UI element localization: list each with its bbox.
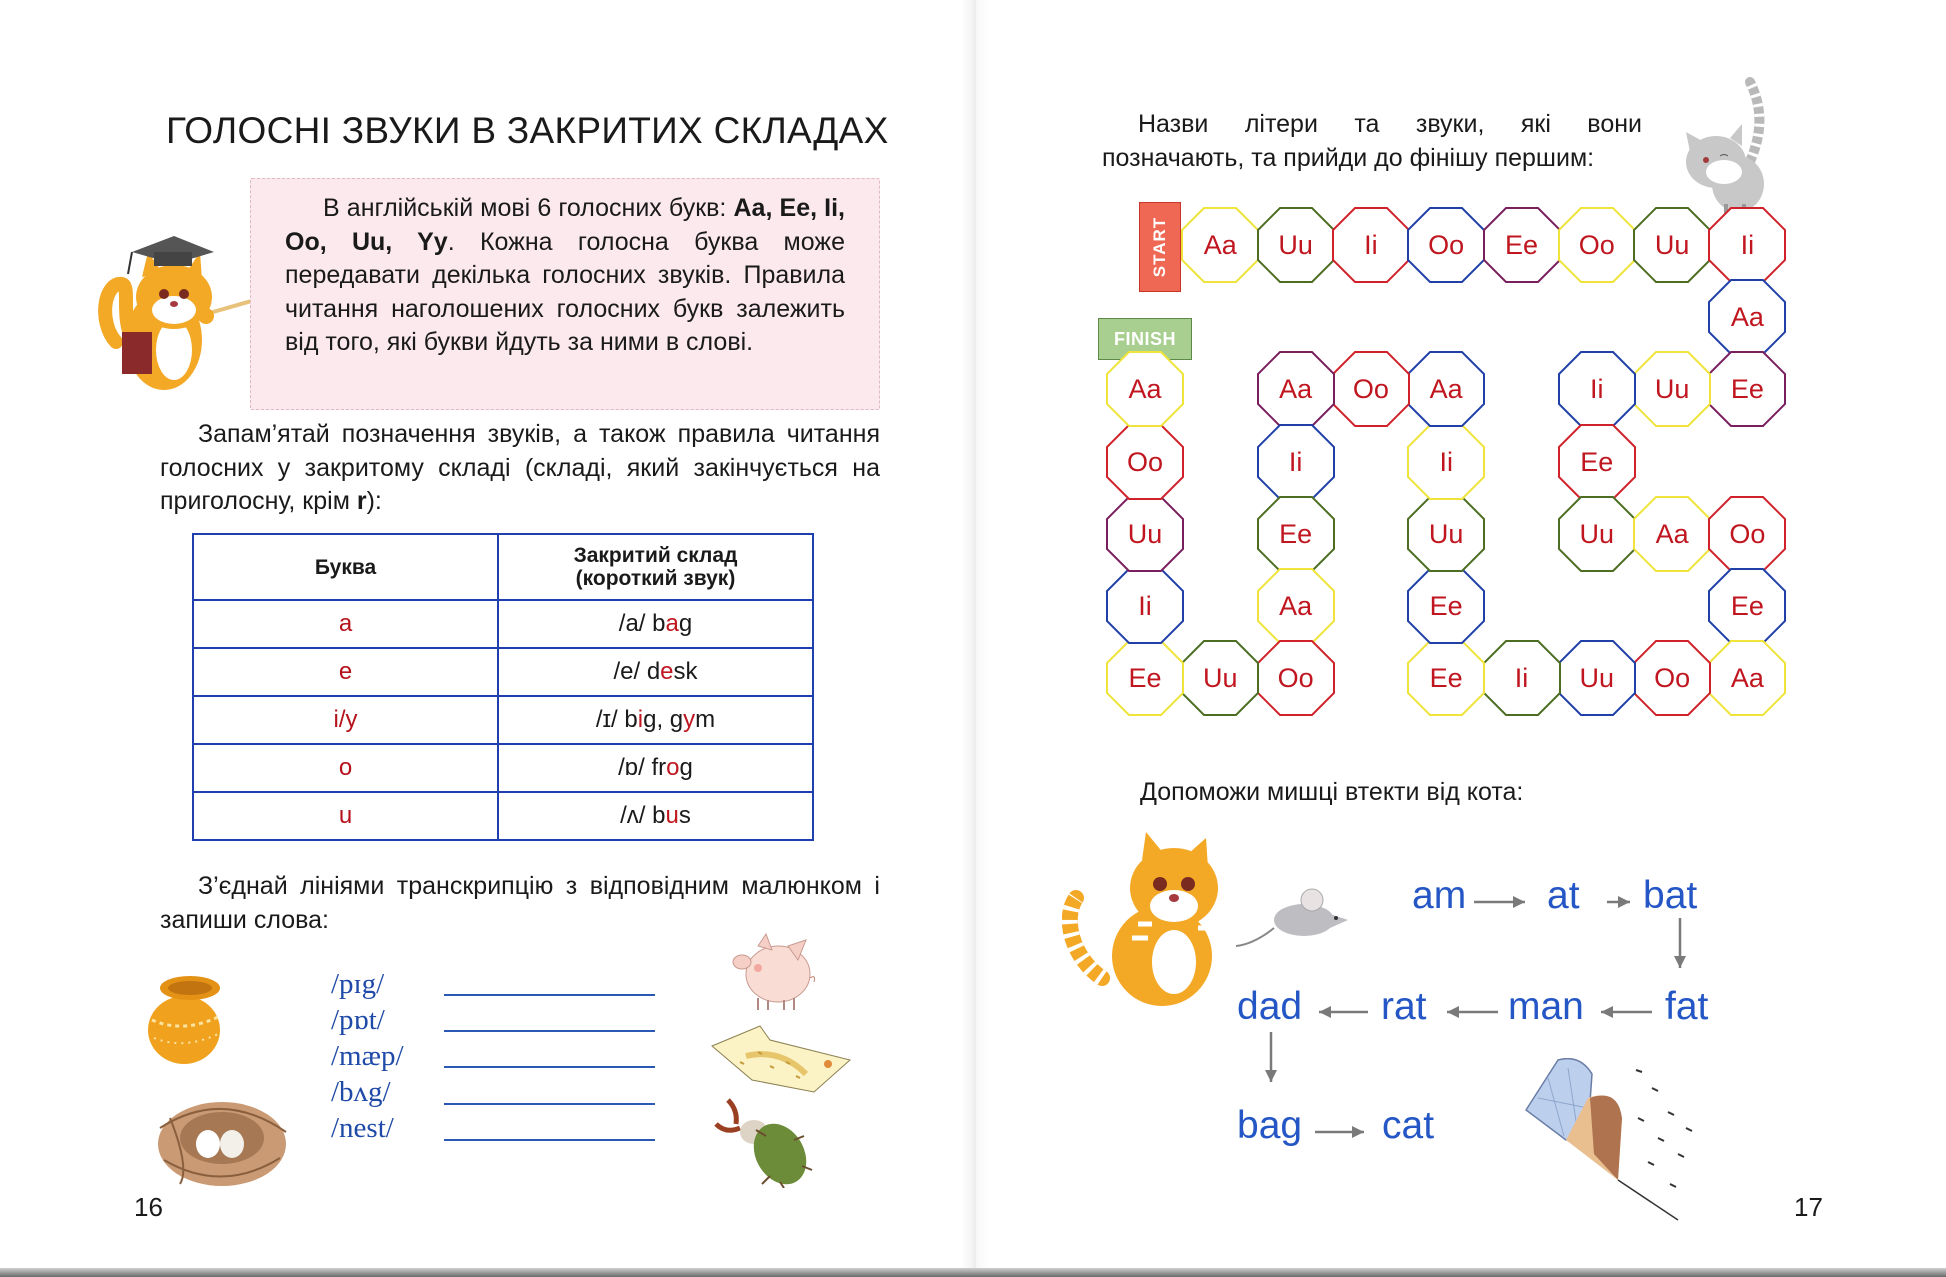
board-cell-label: Aa (1279, 591, 1313, 621)
board-cell-label: Oo (1654, 663, 1691, 694)
arrow-icon (1447, 1006, 1498, 1018)
page-bottom-edge (0, 1268, 1946, 1277)
letter-cell: e (193, 648, 498, 696)
board-cell-label: Oo (1126, 446, 1164, 477)
board-cell-label: Ii (1288, 446, 1303, 477)
transcription-map: /mæp/ (331, 1040, 404, 1072)
board-cell-label: Uu (1579, 518, 1615, 549)
arrow-icon (1319, 1006, 1368, 1018)
arrow-icon (1474, 896, 1525, 908)
chain-word: am (1412, 874, 1467, 917)
arrow-icon (1315, 1126, 1364, 1138)
header-closed-syllable: Закритий склад (короткий звук) (498, 534, 813, 600)
board-cell-label: Ee (1429, 591, 1463, 621)
page-number-right: 17 (1794, 1192, 1823, 1222)
board-cell-label: Ii (1439, 446, 1453, 477)
sound-cell: /a/ bag (498, 600, 813, 648)
board-cell-label: Uu (1654, 374, 1690, 405)
chain-word: man (1508, 985, 1584, 1028)
board-cell-label: Aa (1730, 663, 1764, 694)
board-cell-label: Ii (1138, 591, 1152, 621)
board-cell-label: Ee (1580, 446, 1614, 477)
start-label: START (1139, 202, 1181, 292)
board-cell-label: Ee (1128, 663, 1162, 694)
board-cell-label: Aa (1429, 374, 1463, 405)
finish-label: FINISH (1098, 318, 1192, 360)
board-cell-label: Ii (1514, 663, 1529, 694)
board-cell-label: Ii (1590, 374, 1604, 405)
chain-word: bag (1237, 1104, 1303, 1147)
board-cell-label: Uu (1127, 518, 1163, 549)
chain-word: cat (1382, 1104, 1435, 1147)
board-cell-label: Ii (1740, 230, 1755, 260)
connect-instruction: З’єднай лініями транскрипцію з відповідним малюнком і запиши слова: (160, 872, 880, 934)
mouse-instruction: Допоможи мишці втекти від кота: (1140, 778, 1524, 806)
arrow-icon (1674, 918, 1686, 968)
board-cell-label: Oo (1578, 230, 1615, 260)
sound-cell: /ɪ/ big, gym (498, 696, 813, 744)
letter-cell: i/y (193, 696, 498, 744)
transcription-bug: /bʌg/ (331, 1076, 391, 1108)
board-cell-label: Oo (1729, 518, 1766, 549)
transcription-pot: /pɒt/ (331, 1004, 385, 1036)
board-cell-label: Uu (1428, 518, 1464, 549)
board-cell-label: Oo (1352, 374, 1389, 405)
board-cell-label: Uu (1203, 663, 1238, 694)
arrow-icon (1607, 896, 1630, 908)
letter-cell: a (193, 600, 498, 648)
chain-word: bat (1643, 874, 1698, 917)
board-cell-label: Ee (1730, 374, 1764, 405)
board-cell-label: Uu (1278, 230, 1313, 260)
board-instruction: Назви літери та звуки, які вони позначають, та прийди до фінішу першим: (1102, 110, 1642, 172)
board-cell-label: Uu (1579, 663, 1615, 694)
chain-word: rat (1381, 985, 1427, 1028)
sound-cell: /e/ desk (498, 648, 813, 696)
board-cell-label: Ee (1730, 591, 1764, 621)
board-cell-label: Aa (1730, 302, 1764, 333)
sound-cell: /ʌ/ bus (498, 792, 813, 840)
page-number-left: 16 (134, 1192, 163, 1222)
chain-word: dad (1237, 985, 1303, 1028)
page-title: ГОЛОСНІ ЗВУКИ В ЗАКРИТИХ СКЛАДАХ (166, 110, 889, 151)
sound-cell: /ɒ/ frog (498, 744, 813, 792)
board-cell-label: Oo (1277, 663, 1314, 694)
arrow-icon (1265, 1032, 1277, 1082)
board-cell-label: Aa (1203, 230, 1237, 260)
chain-word: fat (1665, 985, 1709, 1028)
remember-instruction: Запам’ятай позначення звуків, а також правила читання голосних у закритому складі (складі, який закінчується на приголосну, крім r): (160, 420, 880, 515)
board-cell-label: Oo (1428, 230, 1465, 260)
letter-cell: u (193, 792, 498, 840)
letter-cell: o (193, 744, 498, 792)
arrow-icon (1601, 1006, 1652, 1018)
transcription-nest: /nest/ (331, 1112, 394, 1144)
board-cell-label: Uu (1654, 230, 1690, 260)
board-cell-label: Ee (1279, 518, 1313, 549)
board-cell-label: Ee (1429, 663, 1463, 694)
board-cell-label: Aa (1128, 374, 1162, 405)
board-cell-label: Ii (1364, 230, 1378, 260)
board-cell-label: Ee (1504, 230, 1539, 260)
chain-word: at (1547, 874, 1580, 917)
info-note-text: В англійській мові 6 голосних букв: Aa, Ee, Ii, Oo, Uu, Yy. Кожна голосна буква може передавати декілька голосних звуків. Правила читання наголошених голосних букв залежить від того, які букви йдуть за ними в слові. (285, 194, 845, 356)
board-cell-label: Aa (1655, 518, 1689, 549)
cheese-trap-illustration (1518, 1058, 1728, 1228)
board-cell-label: Aa (1279, 374, 1313, 405)
header-letter: Буква (193, 534, 498, 600)
transcription-pig: /pɪg/ (331, 968, 385, 1000)
